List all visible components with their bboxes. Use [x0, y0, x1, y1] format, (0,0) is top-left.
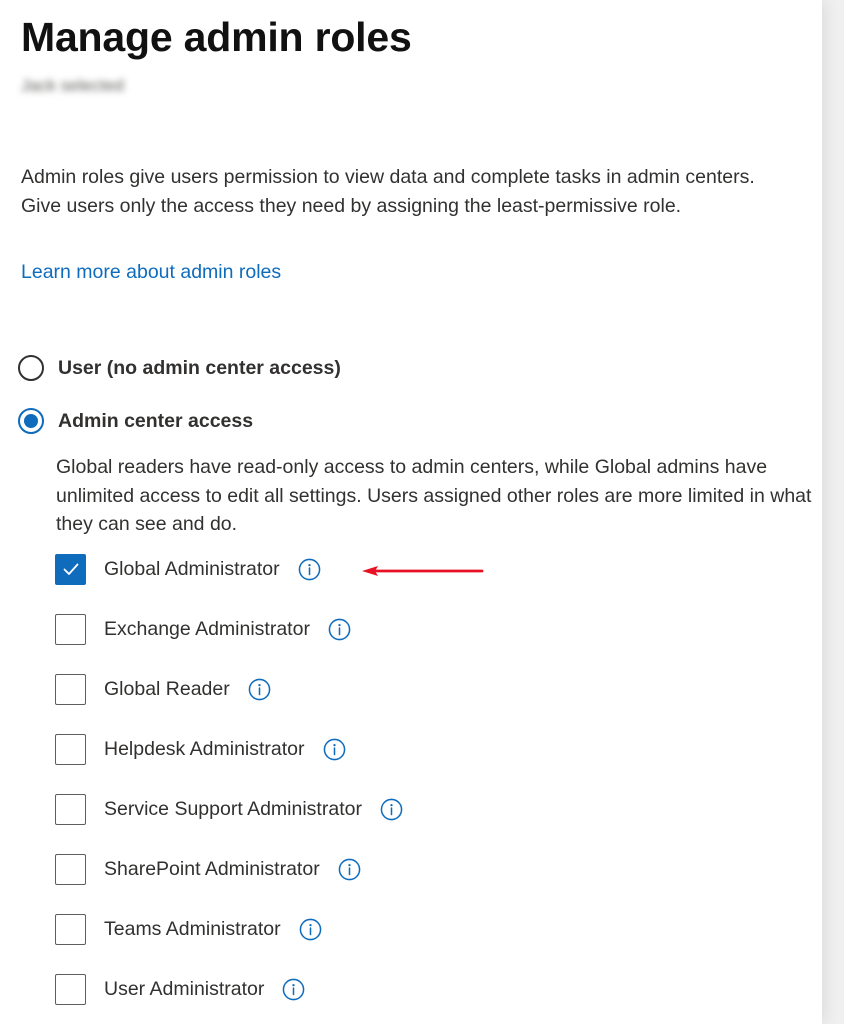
- role-global-administrator[interactable]: [55, 553, 321, 585]
- info-icon[interactable]: [248, 678, 271, 701]
- info-icon[interactable]: [328, 618, 351, 641]
- role-checkbox[interactable]: [55, 674, 86, 705]
- role-checkbox[interactable]: [55, 974, 86, 1005]
- learn-more-link[interactable]: Learn more about admin roles: [21, 261, 282, 283]
- intro-text: Admin roles give users permission to view data and complete tasks in admin centers. Give users only the access they need by assigning the least-permissive role.: [21, 166, 755, 217]
- page-title: Manage admin roles: [21, 14, 412, 60]
- radio-admin-center-access[interactable]: [18, 406, 253, 436]
- radio-button-unselected[interactable]: [18, 355, 44, 381]
- role-service-support-administrator[interactable]: [55, 793, 403, 825]
- checkmark-icon: [61, 559, 81, 579]
- info-icon[interactable]: [282, 978, 305, 1001]
- radio-button-selected[interactable]: [18, 408, 44, 434]
- role-user-administrator[interactable]: [55, 973, 305, 1005]
- role-teams-administrator[interactable]: [55, 913, 322, 945]
- role-label: Helpdesk Administrator: [104, 737, 305, 760]
- radio-label: User (no admin center access): [58, 356, 341, 379]
- role-label: Service Support Administrator: [104, 797, 362, 820]
- admin-access-description: Global readers have read-only access to admin centers, while Global admins have unlimited access to edit all settings. Users assigned other roles are more limited in what they can see and do.: [56, 456, 812, 535]
- selected-user-subtitle: Jack selected: [21, 76, 124, 95]
- info-icon[interactable]: [338, 858, 361, 881]
- info-icon[interactable]: [380, 798, 403, 821]
- role-helpdesk-administrator[interactable]: [55, 733, 346, 765]
- role-label: User Administrator: [104, 977, 265, 1000]
- red-arrow-icon: [360, 562, 486, 580]
- role-checkbox[interactable]: [55, 554, 86, 585]
- role-label: Teams Administrator: [104, 917, 281, 940]
- role-checkbox[interactable]: [55, 854, 86, 885]
- role-checkbox[interactable]: [55, 794, 86, 825]
- role-label: Exchange Administrator: [104, 617, 310, 640]
- radio-label: Admin center access: [58, 409, 254, 432]
- info-icon[interactable]: [299, 918, 322, 941]
- role-exchange-administrator[interactable]: [55, 613, 351, 645]
- role-checkbox[interactable]: [55, 914, 86, 945]
- radio-selected-dot: [24, 414, 38, 428]
- role-sharepoint-administrator[interactable]: [55, 853, 361, 885]
- role-checkbox[interactable]: [55, 614, 86, 645]
- role-label: SharePoint Administrator: [104, 857, 320, 880]
- role-label: Global Reader: [104, 677, 230, 700]
- role-global-reader[interactable]: [55, 673, 271, 705]
- radio-user-no-access[interactable]: [18, 353, 341, 383]
- role-label: Global Administrator: [104, 557, 280, 580]
- info-icon[interactable]: [323, 738, 346, 761]
- info-icon[interactable]: [298, 558, 321, 581]
- role-checkbox[interactable]: [55, 734, 86, 765]
